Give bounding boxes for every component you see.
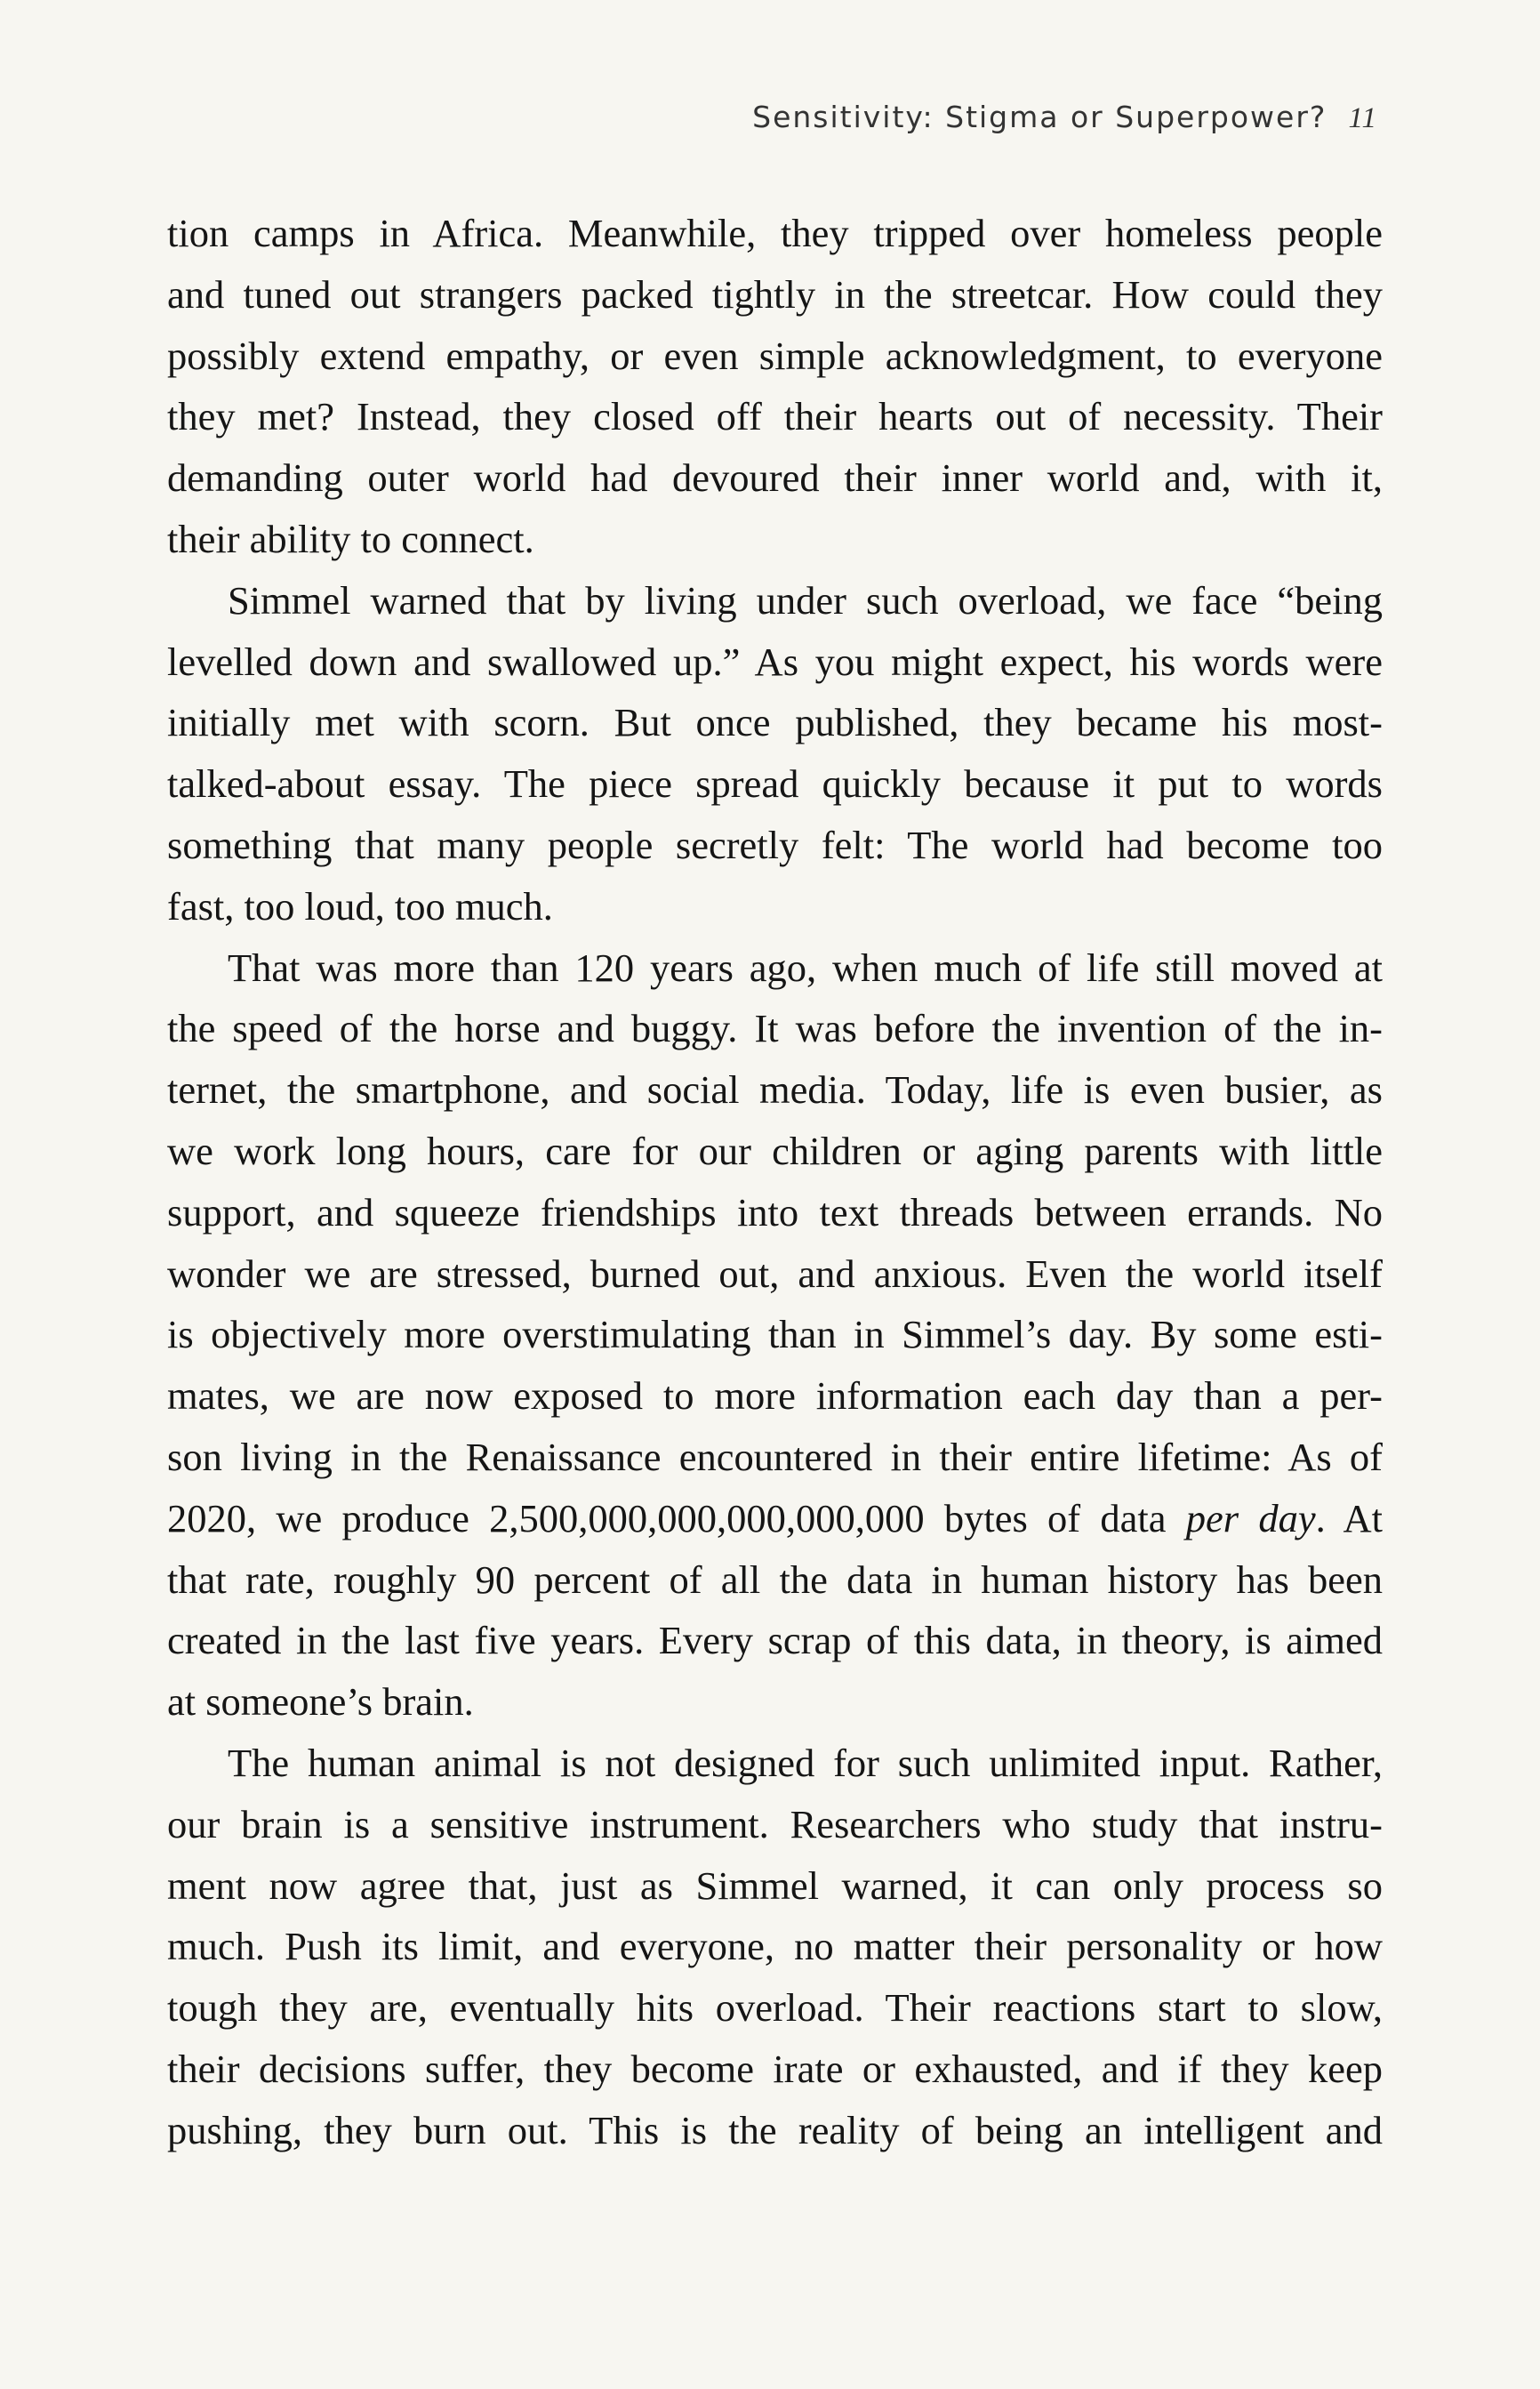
text-line: levelled down and swallowed up.” As you might expect, his words were (167, 639, 1383, 684)
paragraph (167, 937, 1383, 1733)
text-line: their decisions suffer, they become irate or exhausted, and if they keep (167, 2046, 1383, 2091)
paragraph (167, 203, 1383, 570)
text-line: we work long hours, care for our children or aging parents with little (167, 1128, 1383, 1173)
text-line: fast, too loud, too much. (167, 883, 553, 929)
text-line: their ability to connect. (167, 516, 534, 561)
text-line: our brain is a sensitive instrument. Researchers who study that instru- (167, 1801, 1383, 1846)
text-line: tion camps in Africa. Meanwhile, they tripped over homeless people (167, 211, 1383, 255)
running-head (752, 100, 1377, 135)
text-line: and tuned out strangers packed tightly in the streetcar. How could they (167, 271, 1383, 317)
text-line: tough they are, eventually hits overload. Their reactions start to slow, (167, 1985, 1383, 2031)
text-line: much. Push its limit, and everyone, no matter their personality or how (167, 1924, 1383, 1969)
text-line: pushing, they burn out. This is the reality of being an intelligent and (167, 2107, 1383, 2152)
text-line: that rate, roughly 90 percent of all the data in human history has been (167, 1556, 1383, 1602)
text-line: The human animal is not designed for such unlimited input. Rather, (228, 1740, 1383, 1785)
body-text (167, 203, 1383, 2161)
text-line: possibly extend empathy, or even simple acknowledgment, to everyone (167, 333, 1383, 378)
text-line: created in the last five years. Every scrap of this data, in theory, is aimed (167, 1618, 1383, 1663)
text-line: mates, we are now exposed to more information each day than a per- (167, 1373, 1383, 1419)
text-line: son living in the Renaissance encountered in their entire lifetime: As of (167, 1434, 1383, 1479)
text-line: 2020, we produce 2,500,000,000,000,000,000 bytes of data per day. At (167, 1495, 1384, 1540)
text-line: wonder we are stressed, burned out, and anxious. Even the world itself (167, 1251, 1383, 1296)
text-line: initially met with scorn. But once published, they became his most- (167, 700, 1383, 745)
text-line: Simmel warned that by living under such overload, we face “being (228, 577, 1383, 623)
text-line: is objectively more overstimulating than in Simmel’s day. By some esti- (167, 1312, 1383, 1357)
text-line: ternet, the smartphone, and social media. Today, life is even busier, as (167, 1067, 1383, 1113)
paragraph (167, 1733, 1383, 2161)
text-line: something that many people secretly felt: The world had become too (167, 822, 1383, 867)
text-line: support, and squeeze friendships into text threads between errands. No (167, 1189, 1383, 1235)
text-line: talked-about essay. The piece spread quickly because it put to words (167, 761, 1383, 807)
page-number: 11 (1348, 102, 1377, 134)
text-line: the speed of the horse and buggy. It was before the invention of the in- (167, 1006, 1383, 1051)
running-head-title: Sensitivity: Stigma or Superpower? (752, 100, 1327, 134)
text-line: demanding outer world had devoured their inner world and, with it, (167, 455, 1383, 501)
paragraph (167, 570, 1383, 937)
text-line: ment now agree that, just as Simmel warned, it can only process so (167, 1862, 1383, 1908)
text-line: they met? Instead, they closed off their hearts out of necessity. Their (167, 394, 1383, 439)
text-line: That was more than 120 years ago, when much of life still moved at (228, 945, 1383, 990)
text-line: at someone’s brain. (167, 1679, 474, 1725)
